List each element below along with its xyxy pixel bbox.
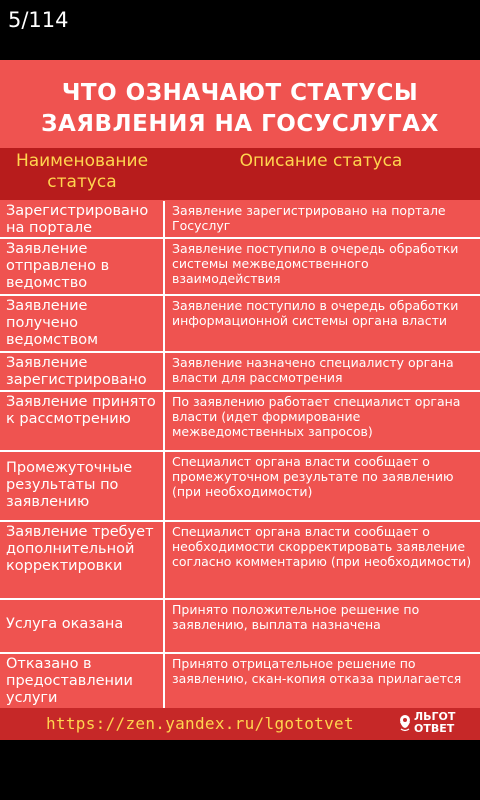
status-name: Зарегистрировано на портале <box>6 203 149 236</box>
lgototvet-logo <box>398 710 478 738</box>
table-row <box>0 450 480 520</box>
logo-line-2: ОТВЕТ <box>414 722 455 735</box>
column-divider <box>163 201 165 237</box>
table-row <box>0 652 480 712</box>
status-description: Заявление поступило в очередь обработки информационной системы органа власти <box>172 298 459 328</box>
column-divider <box>163 353 165 390</box>
status-name: Заявление требует дополнительной корректировки <box>6 524 154 574</box>
status-name: Заявление получено ведомством <box>6 298 99 348</box>
status-description: Специалист органа власти сообщает о промежуточном результате по заявлению (при необходимости) <box>172 454 454 499</box>
header-description: Описание статуса <box>239 151 403 171</box>
footer-bar <box>0 708 480 740</box>
status-description: По заявлению работает специалист органа власти (идет формирование межведомственных запросов) <box>172 394 461 439</box>
status-description: Заявление зарегистрировано на портале Госуслуг <box>172 203 446 233</box>
header-name: Наименование статуса <box>15 151 149 192</box>
table-row <box>0 237 480 294</box>
table-row <box>0 598 480 652</box>
footer-url: https://zen.yandex.ru/lgototvet <box>46 714 354 733</box>
title-line-1: ЧТО ОЗНАЧАЮТ СТАТУСЫ <box>61 80 419 106</box>
status-description: Заявление назначено специалисту органа власти для рассмотрения <box>172 355 454 385</box>
table-row <box>0 520 480 598</box>
logo-line-1: ЛЬГОТ <box>414 710 456 723</box>
location-pin-icon <box>398 714 412 734</box>
column-divider <box>163 239 165 294</box>
status-table <box>0 201 480 712</box>
page-counter: 5/114 <box>8 8 69 32</box>
table-header <box>0 148 480 200</box>
column-divider <box>163 296 165 351</box>
status-name: Заявление отправлено в ведомство <box>6 241 110 291</box>
status-description: Заявление поступило в очередь обработки системы межведомственного взаимодействия <box>172 241 459 286</box>
status-description: Принято положительное решение по заявлению, выплата назначена <box>172 602 420 632</box>
status-name: Услуга оказана <box>6 616 124 632</box>
status-name: Заявление зарегистрировано <box>6 355 147 388</box>
column-divider <box>163 522 165 598</box>
table-row <box>0 294 480 351</box>
column-divider <box>163 600 165 652</box>
status-name: Промежуточные результаты по заявлению <box>6 460 133 510</box>
column-divider <box>163 392 165 450</box>
column-divider <box>163 654 165 712</box>
table-row <box>0 201 480 237</box>
status-description: Специалист органа власти сообщает о необходимости скорректировать заявление согласно комментарию (при необходимости) <box>172 524 472 569</box>
table-row <box>0 390 480 450</box>
status-name: Отказано в предоставлении услуги <box>6 656 133 706</box>
status-description: Принято отрицательное решение по заявлению, скан-копия отказа прилагается <box>172 656 462 686</box>
title-line-2: ЗАЯВЛЕНИЯ НА ГОСУСЛУГАХ <box>41 111 439 137</box>
infographic-image[interactable] <box>0 60 480 740</box>
status-name: Заявление принято к рассмотрению <box>6 394 156 427</box>
logo-text <box>414 711 455 735</box>
column-divider <box>163 452 165 520</box>
table-row <box>0 351 480 390</box>
infographic-title <box>0 78 480 140</box>
